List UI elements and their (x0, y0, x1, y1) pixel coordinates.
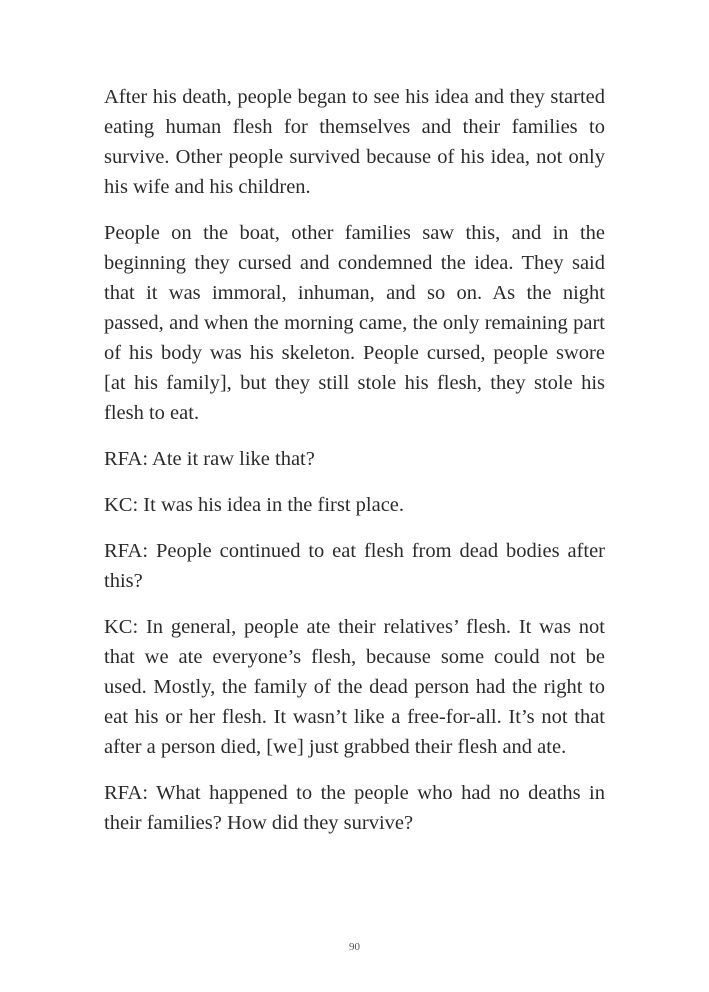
paragraph-kc-answer-2: KC: In general, people ate their relatives’ flesh. It was not that we ate everyone’s flesh, because some could not be used. Mostly, the family of the dead person had the right to eat his or her flesh. It wasn’t like a free-for-all. It’s not that after a person died, [we] just grabbed their flesh and ate. (104, 616, 605, 758)
paragraph-rfa-question-3: RFA: What happened to the people who had no deaths in their families? How did they survive? (104, 782, 605, 834)
body-text (104, 82, 605, 854)
page-number: 90 (349, 941, 360, 953)
paragraph-kc-answer-1: KC: It was his idea in the first place. (104, 494, 405, 516)
paragraph-narrative-2: People on the boat, other families saw this, and in the beginning they cursed and condemned the idea. They said that it was immoral, inhuman, and so on. As the night passed, and when the morning came, the only remaining part of his body was his skeleton. People cursed, people swore [at his family], but they still stole his flesh, they stole his flesh to eat. (104, 222, 605, 424)
paragraph-narrative-1: After his death, people began to see his idea and they started eating human flesh for themselves and their families to survive. Other people survived because of his idea, not only his wife and his children. (104, 86, 605, 198)
paragraph-rfa-question-2: RFA: People continued to eat flesh from dead bodies after this? (104, 540, 605, 592)
paragraph-rfa-question-1: RFA: Ate it raw like that? (104, 448, 315, 470)
